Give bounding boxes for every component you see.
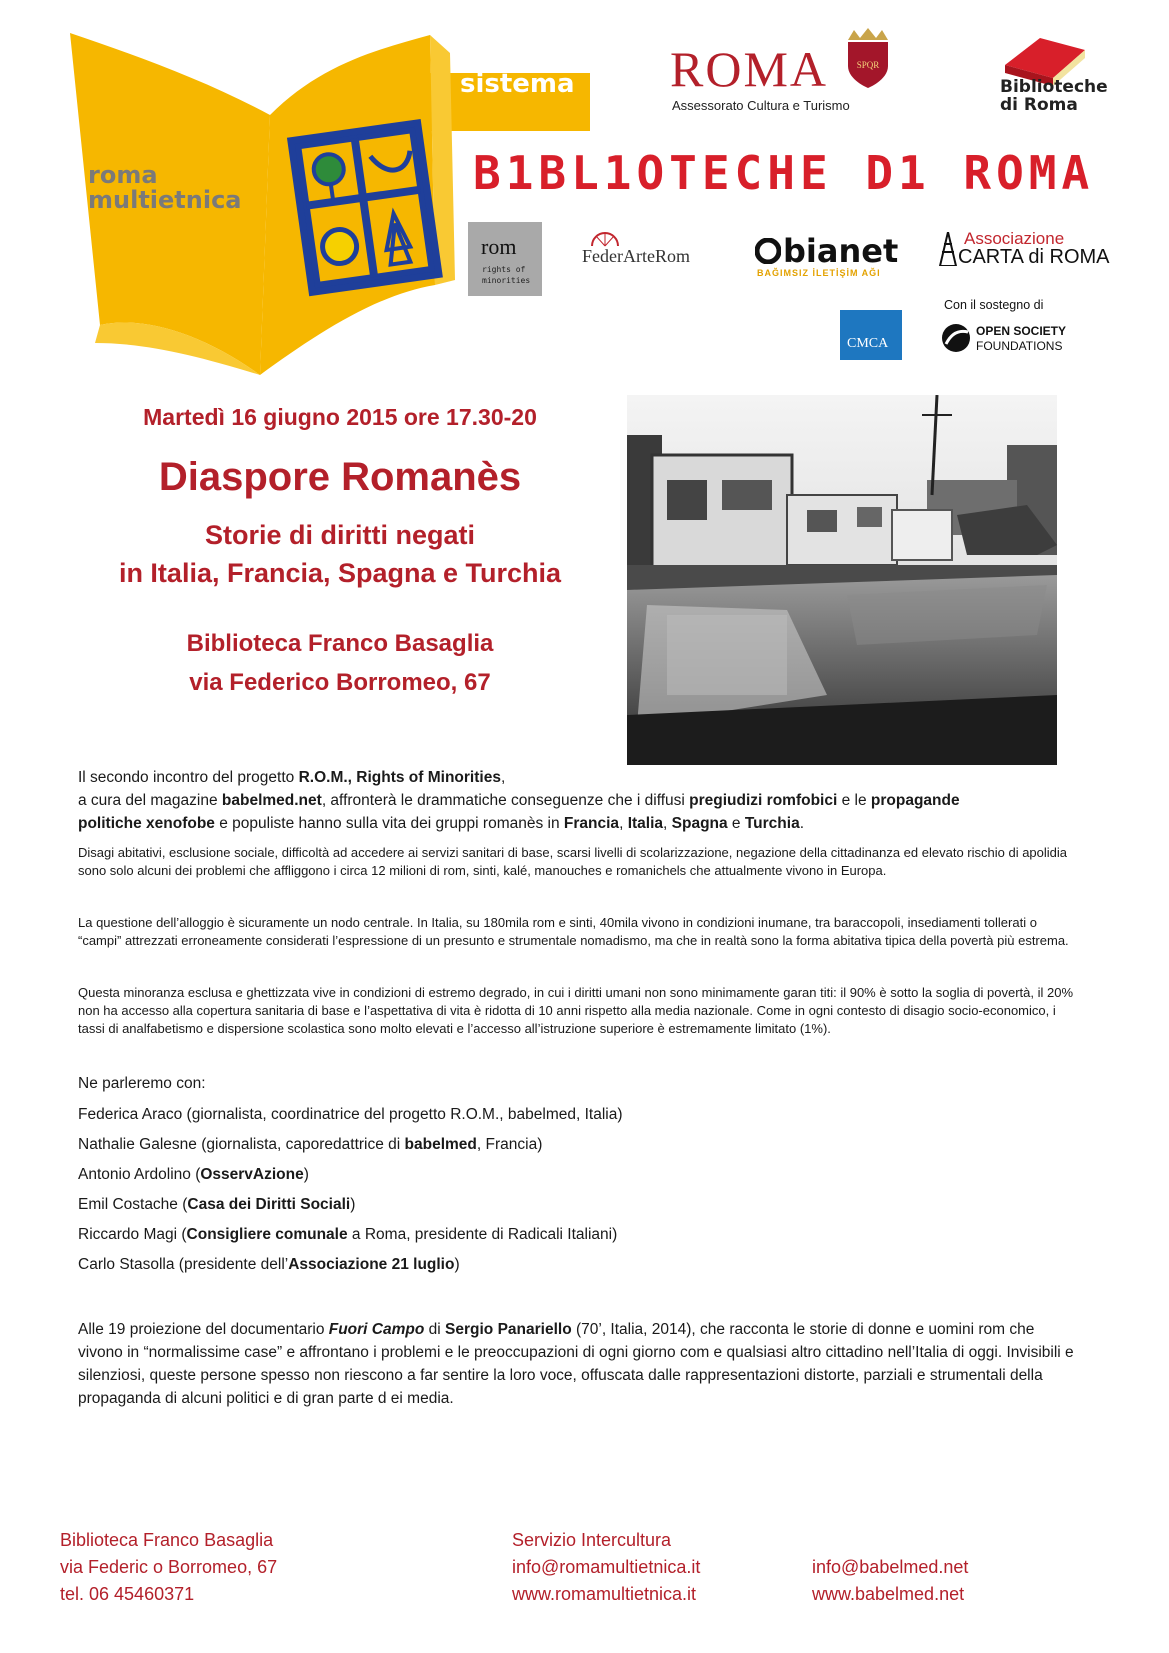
federarte-logo: FederArteRom <box>582 246 690 266</box>
support-label: Con il sostegno di <box>944 298 1044 312</box>
event-venue-name: Biblioteca Franco Basaglia <box>186 630 494 657</box>
roma-multietnica-logo <box>55 25 595 375</box>
speaker-item <box>78 1103 622 1126</box>
cmca-logo-name: CMCA <box>847 336 889 351</box>
speaker-text: a Roma, presidente di Radicali Italiani) <box>347 1226 618 1243</box>
event-subtitle-1: Storie di diritti negati <box>204 520 475 550</box>
roma-label: roma <box>88 161 158 189</box>
spqr-crest-icon <box>844 28 892 90</box>
footer-library-phone: tel. 06 45460371 <box>60 1584 195 1604</box>
footer-right <box>812 1554 968 1608</box>
speaker-role: Consigliere comunale <box>186 1226 348 1243</box>
osf-logo-line1: OPEN SOCIETY <box>976 324 1067 338</box>
speaker-item <box>78 1193 355 1216</box>
intro-text: a cura del magazine <box>78 792 222 809</box>
rom-logo-sub2: minorities <box>482 276 531 285</box>
intro-emphasis: propagande <box>870 792 960 809</box>
bianet-circle-icon <box>755 238 781 264</box>
speaker-text: Antonio Ardolino ( <box>78 1166 201 1183</box>
country-turkey: Turchia <box>744 815 800 832</box>
director-name: Sergio Panariello <box>445 1321 572 1338</box>
wheel-icon <box>590 228 620 248</box>
project-name: R.O.M., Rights of Minorities <box>298 769 501 786</box>
speaker-org: Casa dei Diritti Sociali <box>187 1196 351 1213</box>
speaker-text: Riccardo Magi ( <box>78 1226 187 1243</box>
footer-left <box>60 1527 277 1608</box>
screening-text: (70’, Italia, 2014), che racconta le storie di donne e uomini rom che vivono in “normalissime case” e affrontano i problemi e le preoccupazioni di ogni giorno com e qualsiasi altro cittadino nell’Italia di oggi. Invisibili e silenziosi, queste persone spesso non riescono a far sentire la loro voce, offuscata dalle rappresentazioni distorte, parziali e strumentali della propaganda di alcuni politici e di gran parte d ei media. <box>78 1321 1074 1407</box>
speaker-text: Nathalie Galesne (giornalista, caporedattrice di <box>78 1136 405 1153</box>
paragraph-2: La questione dell’alloggio è sicuramente un nodo centrale. In Italia, su 180mila rom e sinti, 40mila vivono in condizioni inumane, tra baraccopoli, insediamenti tollerati o “campi” attrezzati erroneamente considerati l’espressione di un presunto e strumentale nomadismo, ma che in realtà sono la forma abitativa tipica della povertà più estrema. <box>78 915 1069 948</box>
country-france: Francia <box>563 815 620 832</box>
speaker-text: ) <box>350 1196 356 1213</box>
sistema-label: sistema <box>460 69 575 99</box>
speaker-org: Associazione 21 luglio <box>288 1256 455 1273</box>
rom-logo-name: rom <box>481 234 517 259</box>
speaker-text: Carlo Stasolla (presidente dell’ <box>78 1256 289 1273</box>
intro-text: , affronterà le drammatiche conseguenze che i diffusi <box>321 792 690 809</box>
carta-logo-line2: CARTA di ROMA <box>958 246 1110 268</box>
speaker-text: ) <box>303 1166 309 1183</box>
footer-email-babelmed[interactable]: info@babelmed.net <box>812 1557 969 1577</box>
intro-text: e <box>727 815 745 832</box>
camp-photo <box>627 395 1057 765</box>
rom-logo-sub1: rights of <box>482 265 526 274</box>
speaker-item <box>78 1133 542 1156</box>
footer-library-name: Biblioteca Franco Basaglia <box>60 1530 274 1550</box>
country-spain: Spagna <box>671 815 728 832</box>
speaker-text: Federica Araco (giornalista, coordinatrice del progetto R.O.M., babelmed, Italia) <box>78 1106 623 1123</box>
intro-text: . <box>799 815 805 832</box>
biblioteche-logo-line2: di Roma <box>1000 95 1078 115</box>
roma-logo-subtitle: Assessorato Cultura e Turismo <box>672 98 850 113</box>
speakers-intro: Ne parleremo con: <box>78 1075 206 1092</box>
event-venue-address: via Federico Borromeo, 67 <box>189 669 491 696</box>
screening-text: Alle 19 proiezione del documentario <box>78 1321 329 1338</box>
footer-email-romamultietnica[interactable]: info@romamultietnica.it <box>512 1557 701 1577</box>
bianet-logo: bianet <box>783 232 899 270</box>
roma-logo-title: ROMA <box>670 41 829 97</box>
crest-text: SPQR <box>856 60 880 70</box>
event-title: Diaspore Romanès <box>158 455 522 499</box>
footer-service-name: Servizio Intercultura <box>512 1530 672 1550</box>
rom-logo <box>468 222 542 296</box>
event-date: Martedì 16 giugno 2015 ore 17.30-20 <box>143 404 537 430</box>
screening-text: di <box>424 1321 446 1338</box>
footer-website-romamultietnica[interactable]: www.romamultietnica.it <box>512 1584 697 1604</box>
speaker-org: OsservAzione <box>200 1166 304 1183</box>
multietnica-label: multietnica <box>88 186 242 214</box>
paragraph-1: Disagi abitativi, esclusione sociale, difficoltà ad accedere ai servizi sanitari di base, scarsi livelli di scolarizzazione, negazione della cittadinanza ed elevato rischio di apolidia sono solo alcuni dei problemi che affliggono i circa 12 milioni di rom, sinti, kalé, manouches e romanichels che attualmente vivono in Europa. <box>78 845 1068 878</box>
footer-middle <box>512 1527 700 1608</box>
osf-emblem-icon <box>940 322 972 354</box>
biblioteche-banner: B1BL1OTECHE D1 ROMA <box>473 146 1095 200</box>
intro-text: , <box>663 815 672 832</box>
cmca-logo <box>840 310 902 360</box>
speaker-org: babelmed <box>404 1136 477 1153</box>
babelmed-link: babelmed.net <box>221 792 322 809</box>
speaker-item <box>78 1163 309 1186</box>
film-title: Fuori Campo <box>328 1321 425 1338</box>
carta-logo-line1: Associazione <box>964 229 1065 248</box>
intro-emphasis: politiche xenofobe <box>78 815 215 832</box>
country-italy: Italia <box>627 815 664 832</box>
intro-text: , <box>500 769 506 786</box>
osf-logo-line2: FOUNDATIONS <box>976 339 1063 353</box>
biblioteche-logo-line1: Biblioteche <box>1000 77 1108 97</box>
intro-emphasis: pregiudizi romfobici <box>689 792 838 809</box>
event-subtitle-2: in Italia, Francia, Spagna e Turchia <box>118 558 562 588</box>
intro-paragraph <box>78 766 1078 835</box>
intro-text: e populiste hanno sulla vita dei gruppi romanès in <box>214 815 564 832</box>
intro-text: Il secondo incontro del progetto <box>78 769 299 786</box>
footer-library-address: via Federic o Borromeo, 67 <box>60 1557 278 1577</box>
speaker-text: ) <box>454 1256 460 1273</box>
speaker-item <box>78 1253 460 1276</box>
paragraph-3: Questa minoranza esclusa e ghettizzata vive in condizioni di estremo degrado, in cui i diritti umani non sono minimamente garan titi: il 90% è sotto la soglia di povertà, il 20% non ha accesso alla copertura sanitaria di base e l’aspettativa di vita è ridotta di 10 anni rispetto alla media nazionale. Come in ogni contesto di disagio socio-economico, i tassi di analfabetismo e dispersione scolastica sono molto elevati e l’accesso all’istruzione superiore è estremamente limitato (1%). <box>78 985 1074 1036</box>
speaker-text: , Francia) <box>476 1136 543 1153</box>
speaker-text: Emil Costache ( <box>78 1196 188 1213</box>
intro-text: e le <box>837 792 871 809</box>
intro-text: , <box>619 815 628 832</box>
screening-paragraph <box>78 1318 1078 1410</box>
speaker-item <box>78 1223 617 1246</box>
footer-website-babelmed[interactable]: www.babelmed.net <box>812 1584 965 1604</box>
tower-icon <box>936 232 960 266</box>
bianet-tagline: BAĞIMSIZ İLETİŞİM AĞI <box>757 268 881 278</box>
